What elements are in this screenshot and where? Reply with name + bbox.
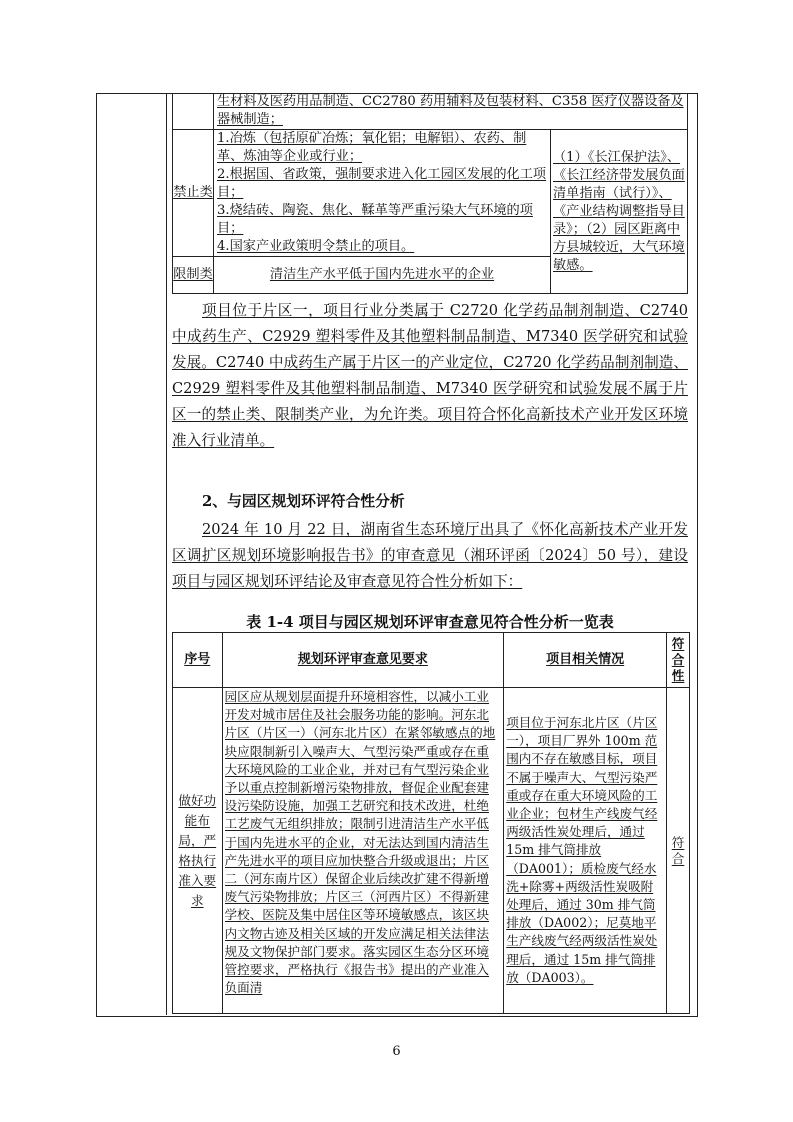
table-row (173, 688, 690, 1014)
forbidden-item: 4.国家产业政策明令禁止的项目。 (217, 239, 415, 254)
row-seq-cell: 做好功能布局，严格执行准入要求 (173, 688, 223, 1014)
industry-conformity-paragraph: 项目位于片区一，项目行业分类属于 C2720 化学药品制剂制造、C2740 中成药生产、C2929 塑料零件及其他塑料制品制造、M7340 医学研究和试验发展。C2740 中成药生产属于片区一的产业定位，C2720 化学药品制剂制造、C2929 塑料零件及其他塑料制品制造、M7340 医学研究和试验发展不属于片区一的禁止类、限制类产业，为允许类。项目符合怀化高新技术产业开发区环境准入行业清单。 (172, 302, 688, 449)
industry-top-row: 生材料及医药用品制造、CC2780 药用辅料及包装材料、C358 医疗仪器设备及器械制造； (214, 93, 688, 130)
restricted-item-cell: 清洁生产水平低于国内先进水平的企业 (214, 257, 551, 294)
restricted-label: 限制类 (173, 257, 214, 294)
row-requirement-cell: 园区应从规划层面提升环境相容性，以减小工业开发对城市居住及社会服务功能的影响。河东北片区（片区一）（河东北片区）在紧邻敏感点的地块应限制新引入噪声大、气型污染严重或存在重大环境风险的工业企业，并对已有气型污染企业予以重点控制新增污染物排放，督促企业配套建设污染防设施，加强工艺研究和技术改进，杜绝工艺废气无组织排放；限制引进清洁生产水平低于国内先进水平的企业，对无法达到国内清洁生产先进水平的项目应加快整合升级或退出；片区二（河东南片区）保留企业后续改扩建不得新增废气污染物排放；片区三（河西片区）不得新建学校、医院及集中居住区等环境敏感点，该区块内文物古迹及相关区域的开发应满足相关法律法规及文物保护部门要求。落实园区生态分区环境管控要求，严格执行《报告书》提出的产业准入负面清 (222, 688, 504, 1014)
column-header-requirement: 规划环评审查意见要求 (222, 633, 504, 688)
table-row (173, 130, 688, 257)
forbidden-item: 3.烧结砖、陶瓷、焦化、鞣革等严重污染大气环境的项目； (217, 203, 533, 236)
column-header-conformity: 符合性 (667, 633, 690, 688)
table-row (173, 93, 688, 130)
forbidden-basis-cell: （1）《长江保护法》、《长江经济带发展负面清单指南（试行）》、《产业结构调整指导目录》；（2）园区距离中方县城较近，大气环境敏感。 (551, 130, 688, 294)
table-header-row (173, 633, 690, 688)
industry-category-table (172, 93, 688, 294)
left-column-border (166, 93, 167, 1015)
forbidden-item: 1.冶炼（包括原矿冶炼；氧化铝；电解铝）、农药、制革、炼油等企业或行业； (217, 131, 527, 164)
column-header-project: 项目相关情况 (504, 633, 667, 688)
forbidden-item: 2.根据国、省政策，强制要求进入化工园区发展的化工项目； (217, 167, 547, 200)
row-project-cell: 项目位于河东北片区（片区一），项目厂界外 100m 范围内不存在敏感目标，项目不属于噪声大、气型污染严重或存在重大环境风险的工业企业；包材生产线废气经两级活性炭处理后，通过 15m 排气筒排放（DA001）；质检废气经水洗+除雾+两级活性炭吸附处理后，通过 30m 排气筒排放（DA002）；尼莫地平生产线废气经两级活性炭处理后，通过 15m 排气筒排放（DA003）。 (504, 688, 667, 1014)
page-number: 6 (392, 1044, 401, 1059)
table-caption: 表 1-4 项目与园区规划环评审查意见符合性分析一览表 (246, 613, 614, 631)
review-conformity-table (172, 632, 690, 1014)
forbidden-label: 禁止类 (173, 130, 214, 257)
section-title: 2、与园区规划环评符合性分析 (202, 493, 405, 510)
column-header-seq: 序号 (173, 633, 223, 688)
review-intro-paragraph: 2024 年 10 月 22 日，湖南省生态环境厅出具了《怀化高新技术产业开发区调扩区规划环境影响报告书》的审查意见（湘环评函〔2024〕50 号），建设项目与园区规划环评结论及审查意见符合性分析如下： (172, 521, 688, 590)
row-conformity-cell: 符合 (667, 688, 690, 1014)
forbidden-items-cell (214, 130, 551, 257)
